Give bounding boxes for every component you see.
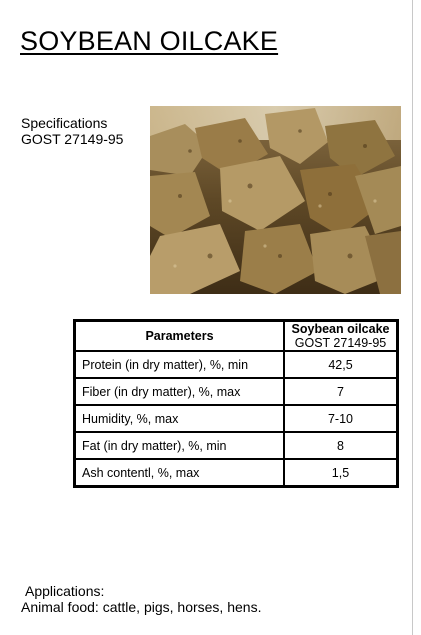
table-row <box>75 405 397 432</box>
specifications-block <box>21 115 123 147</box>
applications-block <box>21 583 261 615</box>
value-cell: 1,5 <box>284 459 397 486</box>
value-cell: 42,5 <box>284 351 397 378</box>
table-row <box>75 459 397 486</box>
value-cell: 7-10 <box>284 405 397 432</box>
page-title: SOYBEAN OILCAKE <box>20 26 279 56</box>
param-cell: Protein (in dry matter), %, min <box>75 351 284 378</box>
header-product <box>284 321 397 351</box>
param-cell: Ash contentl, %, max <box>75 459 284 486</box>
header-product-name: Soybean oilcake <box>291 322 390 336</box>
table-row <box>75 351 397 378</box>
header-parameters: Parameters <box>75 321 284 351</box>
table-row <box>75 378 397 405</box>
right-border-line <box>412 0 413 635</box>
table-header-row <box>75 321 397 351</box>
specifications-standard: GOST 27149-95 <box>21 131 124 147</box>
header-product-standard: GOST 27149-95 <box>294 336 387 350</box>
param-cell: Humidity, %, max <box>75 405 284 432</box>
applications-text: Animal food: cattle, pigs, horses, hens. <box>21 599 262 615</box>
value-cell: 7 <box>284 378 397 405</box>
applications-label: Applications: <box>25 583 105 599</box>
param-cell: Fat (in dry matter), %, min <box>75 432 284 459</box>
table-row <box>75 432 397 459</box>
value-cell: 8 <box>284 432 397 459</box>
specifications-label: Specifications <box>21 115 108 131</box>
param-cell: Fiber (in dry matter), %, max <box>75 378 284 405</box>
soybean-oilcake-photo <box>150 106 401 294</box>
parameters-table <box>73 319 399 488</box>
